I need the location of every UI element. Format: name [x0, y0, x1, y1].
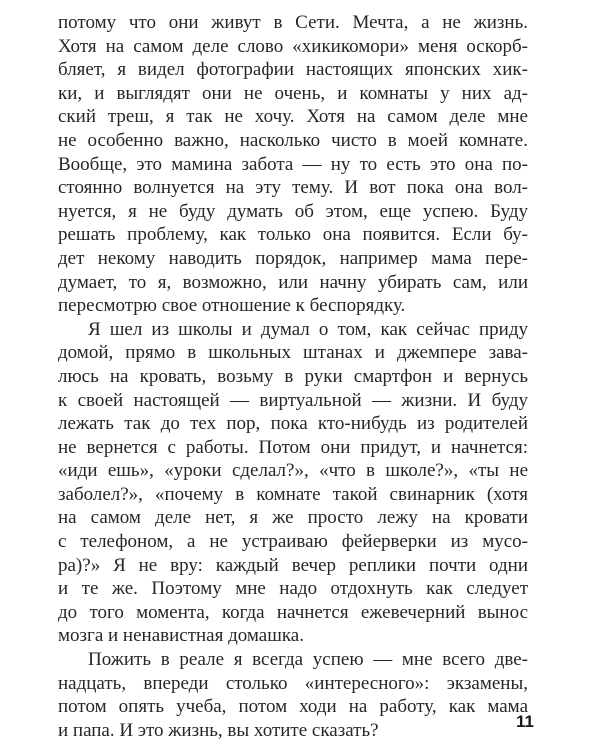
- text-line: нуется, я не буду думать об этом, еще успею. Буду: [58, 200, 528, 222]
- text-line: пересмотрю свое отношение к беспорядку.: [58, 295, 406, 317]
- text-line: и папа. И это жизнь, вы хотите сказать?: [58, 719, 379, 741]
- text-line: заболел?», «почему в комнате такой свинарник (хотя: [58, 483, 528, 505]
- text-line: бляет, я видел фотографии настоящих японских хик-: [58, 59, 528, 81]
- text-line: не особенно важно, насколько чисто в моей комнате.: [58, 129, 528, 151]
- text-line: дет некому наводить порядок, например мама пере-: [58, 247, 528, 269]
- text-line: люсь на кровать, возьму в руки смартфон и вернусь: [58, 365, 528, 387]
- text-line: не вернется с работы. Потом они придут, и начнется:: [58, 436, 528, 458]
- text-line: потом опять учеба, потом ходи на работу, как мама: [58, 696, 528, 718]
- paragraph-1: [58, 11, 528, 318]
- page-number: 11: [516, 712, 534, 731]
- text-line: решать проблему, как только она появится. Если бу-: [58, 224, 528, 246]
- text-line: стоянно волнуется на эту тему. И вот пока она вол-: [58, 177, 528, 199]
- text-line: Хотя на самом деле слово «хикикомори» меня оскорб-: [58, 35, 528, 57]
- text-line: лежать так до тех пор, пока кто-нибудь из родителей: [58, 413, 528, 435]
- text-line: домой, прямо в школьных штанах и джемпере зава-: [58, 342, 528, 364]
- text-line: с телефоном, а не устраиваю фейерверки из мусо-: [58, 531, 528, 553]
- text-line: ский треш, я так не хочу. Хотя на самом деле мне: [58, 106, 528, 128]
- text-line: к своей настоящей — виртуальной — жизни. И буду: [58, 389, 528, 411]
- paragraph-2: [58, 318, 528, 648]
- paragraph-3: [58, 648, 528, 742]
- text-line: ра)?» Я не вру: каждый вечер реплики почти одни: [58, 554, 528, 576]
- text-line: Я шел из школы и думал о том, как сейчас приду: [88, 318, 528, 340]
- text-line: на самом деле нет, я же просто лежу на кровати: [58, 507, 528, 529]
- text-line: и те же. Поэтому мне надо отдохнуть как следует: [58, 578, 528, 600]
- text-line: потому что они живут в Сети. Мечта, а не жизнь.: [58, 12, 528, 33]
- text-line: Пожить в реале я всегда успею — мне всего две-: [88, 649, 528, 671]
- text-line: Вообще, это мамина забота — ну то есть это она по-: [58, 153, 528, 175]
- text-line: надцать, впереди столько «интересного»: экзамены,: [58, 672, 528, 694]
- text-line: «иди ешь», «уроки сделал?», «что в школе?», «ты не: [58, 460, 528, 482]
- body-text: [58, 11, 528, 742]
- text-line: мозга и ненавистная домашка.: [58, 625, 304, 647]
- text-line: ки, и выглядят они не очень, и комнаты у них ад-: [58, 82, 528, 104]
- text-line: до того момента, когда начнется ежевечерний вынос: [58, 601, 528, 623]
- text-line: думает, то я, возможно, или начну убирать сам, или: [58, 271, 528, 293]
